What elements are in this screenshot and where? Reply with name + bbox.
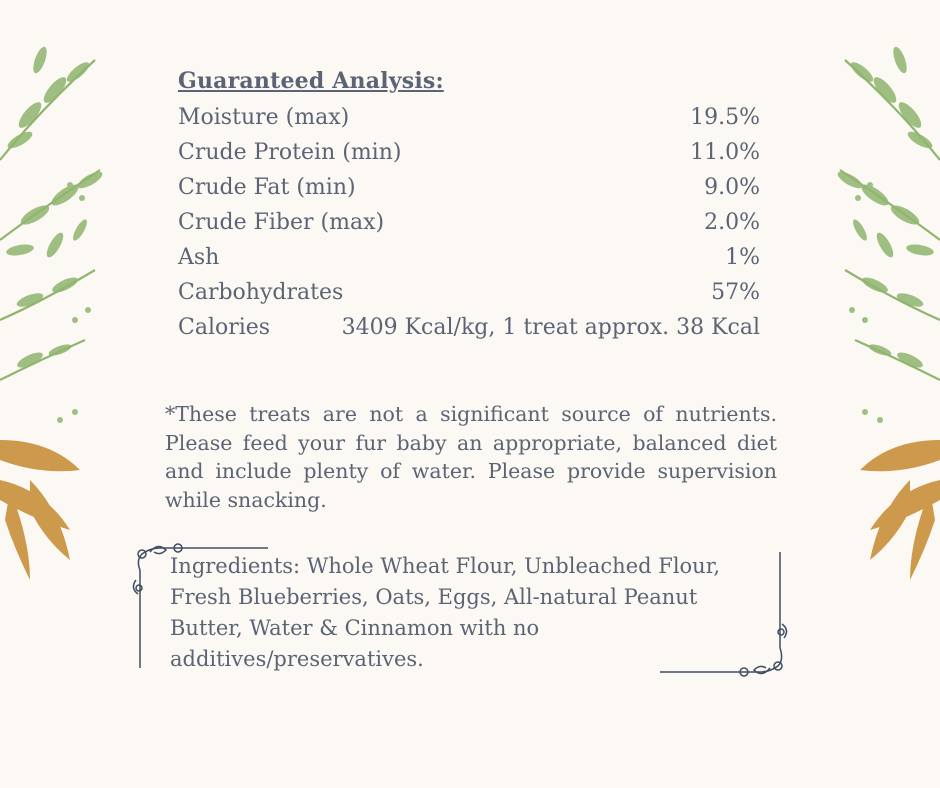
right-foliage-decoration [820,20,940,600]
ingredients-text: Ingredients: Whole Wheat Flour, Unbleached Flour, Fresh Blueberries, Oats, Eggs, All-natural Peanut Butter, Water & Cinnamon with no additives/preservatives. [170,554,721,671]
guaranteed-analysis [178,68,760,345]
analysis-row-crude-fiber [178,205,760,240]
analysis-row-crude-protein [178,135,760,170]
analysis-row-moisture [178,100,760,135]
analysis-value: 3409 Kcal/kg, 1 treat approx. 38 Kcal [341,315,760,340]
analysis-row-carbohydrates [178,275,760,310]
analysis-value: 2.0% [704,210,760,235]
analysis-label: Ash [178,245,220,270]
analysis-value: 11.0% [690,140,760,165]
analysis-value: 1% [725,245,760,270]
analysis-value: 9.0% [704,175,760,200]
analysis-row-calories [178,310,760,345]
analysis-label: Carbohydrates [178,280,344,305]
analysis-row-crude-fat [178,170,760,205]
analysis-label: Crude Fiber (max) [178,210,385,235]
feeding-notice: *These treats are not a significant source of nutrients. Please feed your fur baby an appropriate, balanced diet and include plenty of water. Please provide supervision while snacking. [165,402,777,512]
analysis-label: Crude Protein (min) [178,140,402,165]
analysis-label: Crude Fat (min) [178,175,356,200]
analysis-value: 19.5% [690,105,760,130]
analysis-value: 57% [711,280,760,305]
left-foliage-decoration [0,20,120,600]
analysis-title: Guaranteed Analysis: [178,68,444,94]
analysis-label: Calories [178,315,271,340]
analysis-row-ash [178,240,760,275]
analysis-label: Moisture (max) [178,105,350,130]
